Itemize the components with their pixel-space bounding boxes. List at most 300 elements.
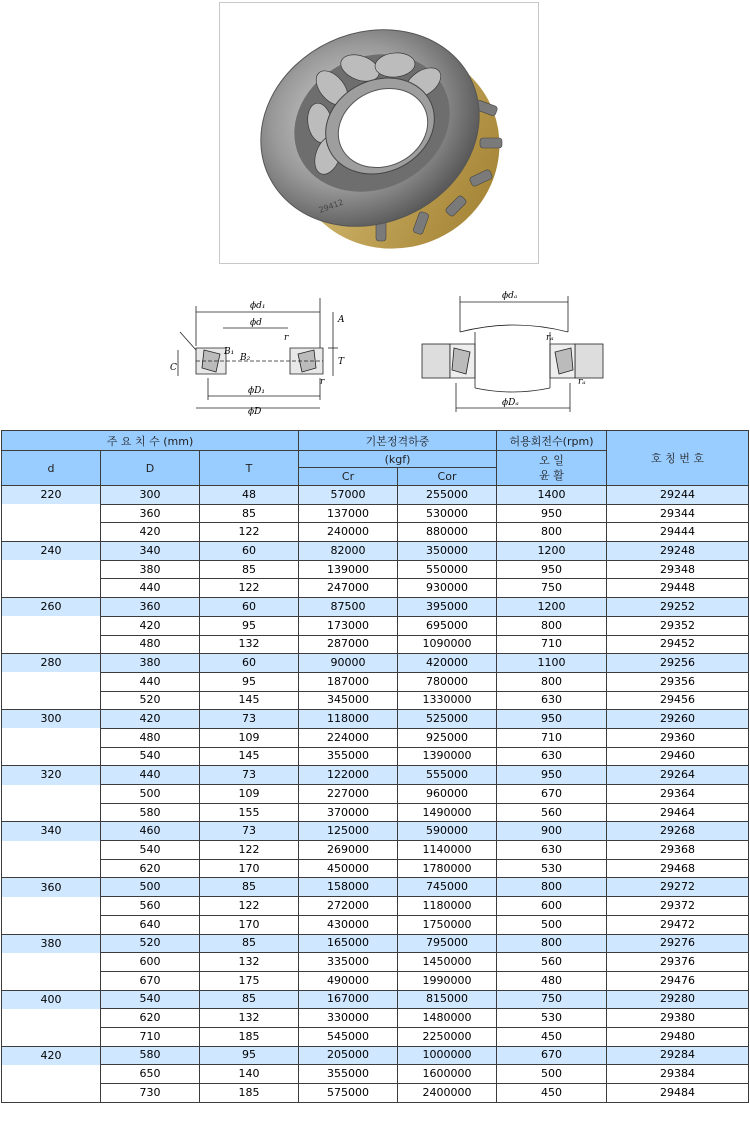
cell-t: 122 bbox=[200, 579, 299, 598]
cell-rpm: 950 bbox=[497, 766, 607, 785]
cell-d: 340 bbox=[101, 542, 200, 561]
cell-cor: 1390000 bbox=[398, 747, 497, 766]
cell-designation: 29284 bbox=[607, 1046, 749, 1065]
cell-t: 60 bbox=[200, 542, 299, 561]
cell-d bbox=[2, 859, 101, 878]
cell-d bbox=[2, 953, 101, 972]
cell-t: 73 bbox=[200, 766, 299, 785]
cell-t: 60 bbox=[200, 654, 299, 673]
table-row bbox=[2, 616, 749, 635]
cell-cor: 1750000 bbox=[398, 915, 497, 934]
cell-cr: 287000 bbox=[299, 635, 398, 654]
label-phi-Da: ϕDₐ bbox=[502, 398, 519, 408]
table-row bbox=[2, 822, 749, 841]
cell-d: 710 bbox=[101, 1027, 200, 1046]
cell-d: 620 bbox=[101, 1009, 200, 1028]
header-basic-load-rating: 기본정격하중 bbox=[299, 431, 497, 451]
cell-designation: 29472 bbox=[607, 915, 749, 934]
cell-d: 360 bbox=[2, 878, 101, 897]
cell-cor: 350000 bbox=[398, 542, 497, 561]
cell-rpm: 800 bbox=[497, 672, 607, 691]
header-oil: 오 일 bbox=[539, 454, 564, 467]
cell-rpm: 530 bbox=[497, 859, 607, 878]
table-row bbox=[2, 897, 749, 916]
cell-d: 420 bbox=[101, 523, 200, 542]
cell-rpm: 900 bbox=[497, 822, 607, 841]
cell-cor: 530000 bbox=[398, 504, 497, 523]
header-T: T bbox=[200, 451, 299, 486]
cell-rpm: 670 bbox=[497, 1046, 607, 1065]
cell-cor: 925000 bbox=[398, 728, 497, 747]
cell-d: 300 bbox=[101, 486, 200, 505]
table-row bbox=[2, 915, 749, 934]
cell-d: 420 bbox=[101, 710, 200, 729]
header-oil-lubrication bbox=[497, 451, 607, 486]
cell-rpm: 630 bbox=[497, 747, 607, 766]
cell-designation: 29452 bbox=[607, 635, 749, 654]
table-row bbox=[2, 728, 749, 747]
cell-d: 360 bbox=[101, 504, 200, 523]
cell-cor: 815000 bbox=[398, 990, 497, 1009]
cell-d: 440 bbox=[101, 766, 200, 785]
cell-cor: 1140000 bbox=[398, 841, 497, 860]
cell-t: 122 bbox=[200, 523, 299, 542]
cell-cor: 1780000 bbox=[398, 859, 497, 878]
table-row bbox=[2, 878, 749, 897]
cell-cr: 165000 bbox=[299, 934, 398, 953]
label-B2: B₂ bbox=[240, 353, 251, 363]
cell-t: 85 bbox=[200, 504, 299, 523]
cell-t: 122 bbox=[200, 841, 299, 860]
table-row bbox=[2, 486, 749, 505]
cell-rpm: 500 bbox=[497, 1065, 607, 1084]
cell-rpm: 800 bbox=[497, 878, 607, 897]
cell-t: 185 bbox=[200, 1027, 299, 1046]
cell-designation: 29272 bbox=[607, 878, 749, 897]
cell-cr: 125000 bbox=[299, 822, 398, 841]
cell-cr: 430000 bbox=[299, 915, 398, 934]
bearing-dimension-diagram bbox=[168, 288, 358, 418]
cell-cor: 960000 bbox=[398, 785, 497, 804]
cell-cr: 355000 bbox=[299, 1065, 398, 1084]
cell-d: 380 bbox=[101, 654, 200, 673]
cell-designation: 29256 bbox=[607, 654, 749, 673]
cell-d: 380 bbox=[2, 934, 101, 953]
label-T: T bbox=[338, 357, 345, 367]
table-row bbox=[2, 635, 749, 654]
cell-d: 280 bbox=[2, 654, 101, 673]
cell-designation: 29484 bbox=[607, 1084, 749, 1103]
cell-t: 95 bbox=[200, 616, 299, 635]
cell-d bbox=[2, 1065, 101, 1084]
cell-t: 140 bbox=[200, 1065, 299, 1084]
cell-designation: 29456 bbox=[607, 691, 749, 710]
cell-designation: 29448 bbox=[607, 579, 749, 598]
cell-t: 48 bbox=[200, 486, 299, 505]
cell-t: 170 bbox=[200, 859, 299, 878]
cell-cor: 745000 bbox=[398, 878, 497, 897]
cell-t: 122 bbox=[200, 897, 299, 916]
cell-t: 145 bbox=[200, 747, 299, 766]
cell-d bbox=[2, 1084, 101, 1103]
cell-cor: 555000 bbox=[398, 766, 497, 785]
cell-d: 540 bbox=[101, 841, 200, 860]
cell-d: 620 bbox=[101, 859, 200, 878]
cell-d: 520 bbox=[101, 934, 200, 953]
cell-d bbox=[2, 841, 101, 860]
cell-cr: 269000 bbox=[299, 841, 398, 860]
table-row bbox=[2, 1027, 749, 1046]
cell-cr: 137000 bbox=[299, 504, 398, 523]
cell-cor: 695000 bbox=[398, 616, 497, 635]
cell-designation: 29352 bbox=[607, 616, 749, 635]
cell-rpm: 560 bbox=[497, 803, 607, 822]
cell-designation: 29468 bbox=[607, 859, 749, 878]
cell-t: 60 bbox=[200, 598, 299, 617]
cell-rpm: 950 bbox=[497, 710, 607, 729]
cell-d bbox=[2, 971, 101, 990]
cell-t: 85 bbox=[200, 560, 299, 579]
cell-cr: 240000 bbox=[299, 523, 398, 542]
cell-designation: 29260 bbox=[607, 710, 749, 729]
cell-d bbox=[2, 560, 101, 579]
label-phi-D: ϕD bbox=[248, 407, 262, 417]
cell-d: 420 bbox=[2, 1046, 101, 1065]
cell-rpm: 500 bbox=[497, 915, 607, 934]
cell-designation: 29380 bbox=[607, 1009, 749, 1028]
cell-cr: 57000 bbox=[299, 486, 398, 505]
cell-cor: 1330000 bbox=[398, 691, 497, 710]
header-kgf: (kgf) bbox=[299, 451, 497, 468]
header-designation: 호 칭 번 호 bbox=[607, 431, 749, 486]
label-ra-top: rₐ bbox=[546, 333, 554, 343]
cell-designation: 29244 bbox=[607, 486, 749, 505]
cell-d: 420 bbox=[101, 616, 200, 635]
cell-cor: 1600000 bbox=[398, 1065, 497, 1084]
photo-stamp: 29412 bbox=[317, 197, 345, 215]
cell-designation: 29252 bbox=[607, 598, 749, 617]
table-row bbox=[2, 1084, 749, 1103]
table-row bbox=[2, 560, 749, 579]
cell-d bbox=[2, 785, 101, 804]
cell-rpm: 670 bbox=[497, 785, 607, 804]
cell-d: 540 bbox=[101, 747, 200, 766]
cell-d: 360 bbox=[101, 598, 200, 617]
cell-d: 500 bbox=[101, 785, 200, 804]
table-header bbox=[2, 431, 749, 486]
table-row bbox=[2, 598, 749, 617]
cell-designation: 29444 bbox=[607, 523, 749, 542]
header-D: D bbox=[101, 451, 200, 486]
table-row bbox=[2, 523, 749, 542]
cell-d: 580 bbox=[101, 1046, 200, 1065]
cell-rpm: 1200 bbox=[497, 542, 607, 561]
cell-cr: 139000 bbox=[299, 560, 398, 579]
cell-cor: 255000 bbox=[398, 486, 497, 505]
cell-rpm: 750 bbox=[497, 990, 607, 1009]
cell-designation: 29248 bbox=[607, 542, 749, 561]
cell-cr: 205000 bbox=[299, 1046, 398, 1065]
cell-d bbox=[2, 897, 101, 916]
cell-t: 95 bbox=[200, 672, 299, 691]
table-row bbox=[2, 934, 749, 953]
label-A: A bbox=[338, 315, 345, 325]
label-r-top: r bbox=[284, 333, 289, 343]
cell-t: 85 bbox=[200, 934, 299, 953]
cell-cr: 167000 bbox=[299, 990, 398, 1009]
cell-d bbox=[2, 672, 101, 691]
cell-d bbox=[2, 747, 101, 766]
cell-rpm: 710 bbox=[497, 635, 607, 654]
cell-cr: 490000 bbox=[299, 971, 398, 990]
product-photo-frame bbox=[219, 2, 539, 264]
cell-cor: 550000 bbox=[398, 560, 497, 579]
table-row bbox=[2, 672, 749, 691]
cell-d bbox=[2, 1009, 101, 1028]
cell-cr: 450000 bbox=[299, 859, 398, 878]
cell-cor: 2250000 bbox=[398, 1027, 497, 1046]
cell-designation: 29280 bbox=[607, 990, 749, 1009]
cell-t: 132 bbox=[200, 1009, 299, 1028]
cell-d: 220 bbox=[2, 486, 101, 505]
cell-cr: 335000 bbox=[299, 953, 398, 972]
cell-cor: 1480000 bbox=[398, 1009, 497, 1028]
cell-cor: 795000 bbox=[398, 934, 497, 953]
cell-cor: 930000 bbox=[398, 579, 497, 598]
cell-cr: 118000 bbox=[299, 710, 398, 729]
table-row bbox=[2, 1009, 749, 1028]
cell-designation: 29368 bbox=[607, 841, 749, 860]
cell-rpm: 800 bbox=[497, 616, 607, 635]
cell-d: 480 bbox=[101, 728, 200, 747]
cell-designation: 29344 bbox=[607, 504, 749, 523]
cell-cor: 525000 bbox=[398, 710, 497, 729]
cell-rpm: 450 bbox=[497, 1027, 607, 1046]
table-row bbox=[2, 953, 749, 972]
cell-d bbox=[2, 616, 101, 635]
cell-d: 580 bbox=[101, 803, 200, 822]
cell-cor: 420000 bbox=[398, 654, 497, 673]
cell-designation: 29276 bbox=[607, 934, 749, 953]
cell-t: 109 bbox=[200, 785, 299, 804]
cell-d: 460 bbox=[101, 822, 200, 841]
cell-d: 540 bbox=[101, 990, 200, 1009]
cell-t: 132 bbox=[200, 635, 299, 654]
cell-rpm: 480 bbox=[497, 971, 607, 990]
cell-d: 340 bbox=[2, 822, 101, 841]
cell-d: 260 bbox=[2, 598, 101, 617]
cell-d bbox=[2, 635, 101, 654]
cell-cr: 355000 bbox=[299, 747, 398, 766]
cell-cor: 1450000 bbox=[398, 953, 497, 972]
cell-d: 320 bbox=[2, 766, 101, 785]
cell-d bbox=[2, 691, 101, 710]
cell-t: 145 bbox=[200, 691, 299, 710]
cell-d: 440 bbox=[101, 672, 200, 691]
cell-d: 380 bbox=[101, 560, 200, 579]
cell-t: 95 bbox=[200, 1046, 299, 1065]
cell-cr: 173000 bbox=[299, 616, 398, 635]
table-row bbox=[2, 504, 749, 523]
cell-cr: 345000 bbox=[299, 691, 398, 710]
label-phi-D1: ϕD₁ bbox=[248, 386, 265, 396]
cell-d bbox=[2, 915, 101, 934]
cell-cor: 1090000 bbox=[398, 635, 497, 654]
cell-cor: 780000 bbox=[398, 672, 497, 691]
cell-cr: 87500 bbox=[299, 598, 398, 617]
cell-rpm: 630 bbox=[497, 691, 607, 710]
table-body bbox=[2, 486, 749, 1103]
table-row bbox=[2, 859, 749, 878]
cell-t: 170 bbox=[200, 915, 299, 934]
cell-d: 670 bbox=[101, 971, 200, 990]
cell-cr: 247000 bbox=[299, 579, 398, 598]
cell-designation: 29364 bbox=[607, 785, 749, 804]
header-lube: 윤 활 bbox=[539, 469, 564, 482]
cell-cr: 227000 bbox=[299, 785, 398, 804]
label-C: C bbox=[170, 363, 177, 373]
cell-d bbox=[2, 803, 101, 822]
cell-designation: 29464 bbox=[607, 803, 749, 822]
cell-designation: 29268 bbox=[607, 822, 749, 841]
cell-cr: 90000 bbox=[299, 654, 398, 673]
cell-rpm: 800 bbox=[497, 934, 607, 953]
cell-t: 155 bbox=[200, 803, 299, 822]
cell-t: 73 bbox=[200, 710, 299, 729]
cell-d: 300 bbox=[2, 710, 101, 729]
cell-rpm: 750 bbox=[497, 579, 607, 598]
table-row bbox=[2, 1065, 749, 1084]
table-row bbox=[2, 710, 749, 729]
cell-t: 85 bbox=[200, 990, 299, 1009]
cell-rpm: 1400 bbox=[497, 486, 607, 505]
table-row bbox=[2, 785, 749, 804]
cell-rpm: 560 bbox=[497, 953, 607, 972]
header-d: d bbox=[2, 451, 101, 486]
cell-rpm: 800 bbox=[497, 523, 607, 542]
cell-cor: 2400000 bbox=[398, 1084, 497, 1103]
cell-t: 73 bbox=[200, 822, 299, 841]
cell-t: 109 bbox=[200, 728, 299, 747]
table-row bbox=[2, 542, 749, 561]
cell-designation: 29480 bbox=[607, 1027, 749, 1046]
cell-d: 520 bbox=[101, 691, 200, 710]
cell-cor: 1000000 bbox=[398, 1046, 497, 1065]
cell-d: 240 bbox=[2, 542, 101, 561]
cell-cr: 187000 bbox=[299, 672, 398, 691]
cell-designation: 29360 bbox=[607, 728, 749, 747]
label-ra-bottom: rₐ bbox=[578, 377, 586, 387]
cell-designation: 29376 bbox=[607, 953, 749, 972]
label-B1: B₁ bbox=[224, 347, 235, 357]
label-phi-d: ϕd bbox=[250, 318, 262, 328]
cell-designation: 29356 bbox=[607, 672, 749, 691]
cell-designation: 29460 bbox=[607, 747, 749, 766]
table-row bbox=[2, 691, 749, 710]
cell-cr: 224000 bbox=[299, 728, 398, 747]
cell-t: 185 bbox=[200, 1084, 299, 1103]
table-row bbox=[2, 971, 749, 990]
cell-d bbox=[2, 504, 101, 523]
header-main-dimensions: 주 요 치 수 (mm) bbox=[2, 431, 299, 451]
cell-designation: 29264 bbox=[607, 766, 749, 785]
cell-d bbox=[2, 523, 101, 542]
cell-designation: 29372 bbox=[607, 897, 749, 916]
cell-cr: 330000 bbox=[299, 1009, 398, 1028]
header-allowable-speed: 허용회전수(rpm) bbox=[497, 431, 607, 451]
cell-rpm: 1200 bbox=[497, 598, 607, 617]
cell-cor: 395000 bbox=[398, 598, 497, 617]
bearing-spec-table bbox=[1, 430, 749, 1103]
cell-d: 480 bbox=[101, 635, 200, 654]
table-row bbox=[2, 579, 749, 598]
cell-rpm: 950 bbox=[497, 560, 607, 579]
table-row bbox=[2, 841, 749, 860]
bearing-photo bbox=[220, 3, 538, 263]
table-row bbox=[2, 803, 749, 822]
cell-d: 440 bbox=[101, 579, 200, 598]
table-row bbox=[2, 990, 749, 1009]
cell-cor: 590000 bbox=[398, 822, 497, 841]
cell-rpm: 450 bbox=[497, 1084, 607, 1103]
table-row bbox=[2, 654, 749, 673]
cell-designation: 29476 bbox=[607, 971, 749, 990]
cell-cor: 1180000 bbox=[398, 897, 497, 916]
header-cr: Cr bbox=[299, 468, 398, 486]
cell-d: 640 bbox=[101, 915, 200, 934]
cell-d: 500 bbox=[101, 878, 200, 897]
cell-rpm: 630 bbox=[497, 841, 607, 860]
cell-cr: 575000 bbox=[299, 1084, 398, 1103]
label-phi-da: ϕdₐ bbox=[502, 291, 518, 301]
header-cor: Cor bbox=[398, 468, 497, 486]
cell-cor: 1490000 bbox=[398, 803, 497, 822]
mounting-dimension-diagram bbox=[420, 288, 605, 418]
cell-d bbox=[2, 1027, 101, 1046]
table-row bbox=[2, 747, 749, 766]
cell-rpm: 600 bbox=[497, 897, 607, 916]
cell-cr: 370000 bbox=[299, 803, 398, 822]
cell-rpm: 530 bbox=[497, 1009, 607, 1028]
label-r-bottom: r bbox=[320, 377, 325, 387]
cell-rpm: 710 bbox=[497, 728, 607, 747]
cell-d: 730 bbox=[101, 1084, 200, 1103]
cell-d: 400 bbox=[2, 990, 101, 1009]
cell-cr: 158000 bbox=[299, 878, 398, 897]
cell-d bbox=[2, 728, 101, 747]
cell-rpm: 950 bbox=[497, 504, 607, 523]
table-row bbox=[2, 766, 749, 785]
cell-d: 650 bbox=[101, 1065, 200, 1084]
cell-cr: 272000 bbox=[299, 897, 398, 916]
cell-cor: 1990000 bbox=[398, 971, 497, 990]
cell-cr: 122000 bbox=[299, 766, 398, 785]
cell-t: 85 bbox=[200, 878, 299, 897]
cell-d: 600 bbox=[101, 953, 200, 972]
cell-t: 175 bbox=[200, 971, 299, 990]
cell-d bbox=[2, 579, 101, 598]
cell-rpm: 1100 bbox=[497, 654, 607, 673]
cell-designation: 29348 bbox=[607, 560, 749, 579]
cell-cr: 82000 bbox=[299, 542, 398, 561]
label-phi-d1: ϕd₁ bbox=[250, 301, 266, 311]
cell-designation: 29384 bbox=[607, 1065, 749, 1084]
cell-d: 560 bbox=[101, 897, 200, 916]
cell-cor: 880000 bbox=[398, 523, 497, 542]
cell-t: 132 bbox=[200, 953, 299, 972]
cell-cr: 545000 bbox=[299, 1027, 398, 1046]
table-row bbox=[2, 1046, 749, 1065]
